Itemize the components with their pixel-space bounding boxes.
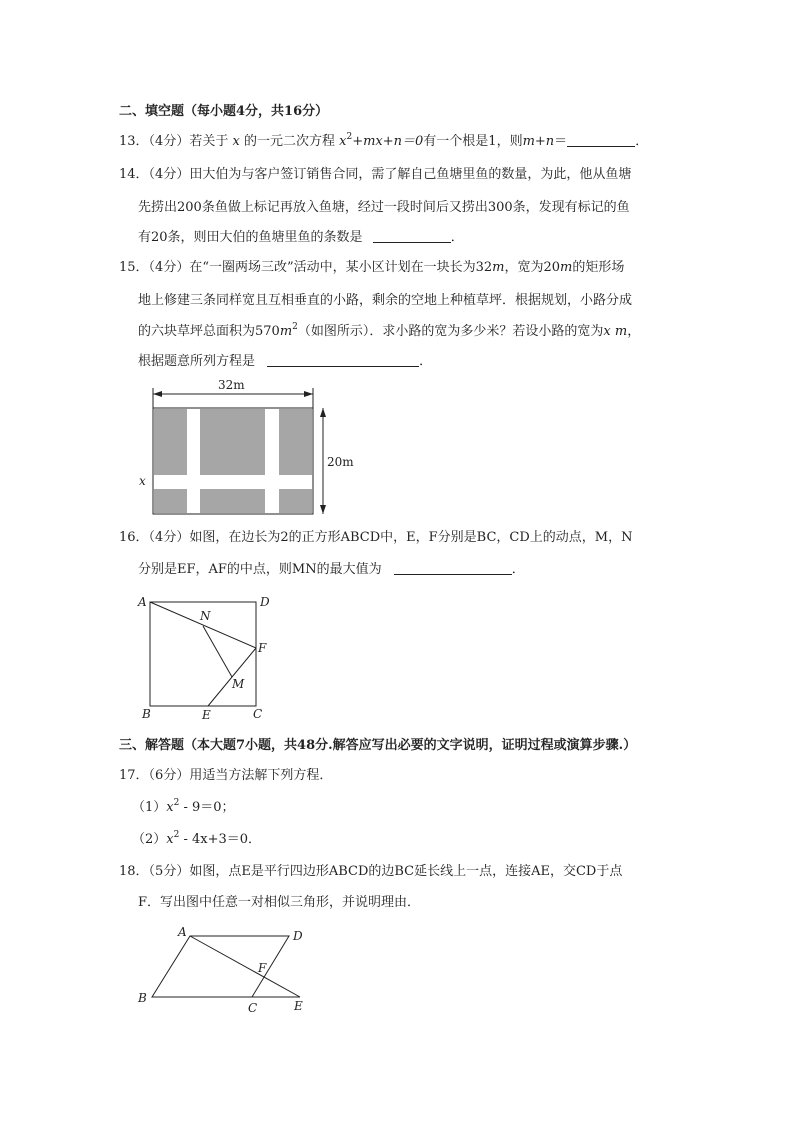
point-N-label: N: [200, 609, 211, 623]
question-14-line-3: 有20条，则田大伯的鱼塘里鱼的条数是 ．: [138, 230, 464, 245]
question-number: 15．: [119, 260, 149, 275]
arrow-down-icon: [320, 505, 326, 514]
answer-blank[interactable]: [373, 228, 451, 243]
point-D-label: D: [293, 929, 303, 943]
point-C-label: C: [253, 707, 263, 721]
grass-plot: [200, 409, 265, 475]
question-16-line-2: 分别是EF，AF的中点，则MN的最大值为 ．: [138, 562, 525, 577]
path-width-label: x: [139, 474, 146, 488]
point-A-label: A: [138, 595, 147, 609]
length-label: 32m: [218, 378, 245, 392]
point-F-label: F: [258, 641, 267, 655]
question-score: （4分）: [148, 134, 190, 149]
arrow-right-icon: [304, 391, 313, 397]
parallelogram-ABCD: [152, 936, 289, 997]
point-E-label: E: [294, 999, 303, 1013]
question-14: 14．（4分）田大伯为与客户签订销售合同，需了解自己鱼塘里鱼的数量，为此，他从鱼塘: [119, 167, 632, 182]
question-number: 14．: [119, 167, 149, 182]
grass-plot: [200, 489, 265, 513]
answer-blank[interactable]: [394, 560, 512, 575]
question-17-part-2: $(2)x^2 - 4x+3=0$．: [132, 830, 262, 847]
section-heading-fill-blank: 二、填空题（每小题4分，共16分）: [119, 104, 329, 119]
question-18: 18．（5分）如图，点E是平行四边形ABCD的边BC延长线上一点，连接AE，交CD于点: [119, 864, 623, 879]
question-number: 13．: [119, 134, 149, 149]
point-B-label: B: [142, 707, 151, 721]
width-label: 20m: [327, 455, 354, 469]
question-score: （4分）: [148, 167, 190, 182]
question-number: 17．: [119, 768, 149, 783]
point-D-label: D: [260, 595, 270, 609]
grass-plot: [279, 409, 312, 475]
question-score: （4分）: [148, 260, 190, 275]
question-18-line-2: F．写出图中任意一对相似三角形，并说明理由．: [138, 895, 421, 910]
question-score: （6分）: [148, 768, 190, 783]
arrow-up-icon: [320, 408, 326, 417]
question-17: 17．（6分）用适当方法解下列方程．: [119, 768, 333, 783]
question-score: （5分）: [148, 864, 190, 879]
q16-square-figure: [136, 592, 276, 722]
point-C-label: C: [248, 1001, 258, 1015]
point-M-label: M: [232, 677, 245, 691]
point-F-label: F: [258, 961, 267, 975]
grass-plot: [154, 489, 187, 513]
question-15-line-4: 根据题意所列方程是 ．: [138, 354, 433, 369]
q18-parallelogram-figure: [134, 922, 334, 1022]
q15-rectangle-figure: [138, 378, 368, 518]
question-17-part-1: $(1)x^2 - 9=0$；: [132, 798, 235, 815]
question-13: 13．（4分）若关于 x 的一元二次方程 $x^2+mx+n=0$有一个根是1，则m+n＝ ．: [119, 132, 649, 149]
question-15-line-2: 地上修建三条同样宽且互相垂直的小路，剩余的空地上种植草坪．根据规划，小路分成: [138, 293, 633, 308]
question-score: （4分）: [148, 530, 190, 545]
arrow-left-icon: [153, 391, 162, 397]
point-B-label: B: [138, 991, 147, 1005]
question-number: 18．: [119, 864, 149, 879]
answer-blank[interactable]: [567, 132, 635, 147]
point-E-label: E: [202, 708, 211, 722]
segment-MN: [203, 626, 232, 677]
grass-plots: [154, 409, 312, 513]
grass-plot: [279, 489, 312, 513]
question-15-line-3: 的六块草坪总面积为$570m^2$（如图所示）．求小路的宽为多少米？若设小路的宽为x m，: [138, 322, 641, 339]
point-A-label: A: [178, 925, 187, 939]
section-heading-solve: 三、解答题（本大题7小题，共48分.解答应写出必要的文字说明，证明过程或演算步骤.）: [119, 738, 637, 753]
grass-plot: [154, 409, 187, 475]
question-number: 16．: [119, 530, 149, 545]
answer-blank[interactable]: [267, 352, 419, 367]
question-16: 16．（4分）如图，在边长为2的正方形ABCD中，E，F分别是BC，CD上的动点，M，N: [119, 530, 633, 545]
question-15: 15．（4分）在“一圈两场三改”活动中，某小区计划在一块长为32m，宽为20m的矩形场: [119, 260, 625, 275]
question-14-line-2: 先捞出200条鱼做上标记再放入鱼塘，经过一段时间后又捞出300条，发现有标记的鱼: [138, 200, 630, 215]
